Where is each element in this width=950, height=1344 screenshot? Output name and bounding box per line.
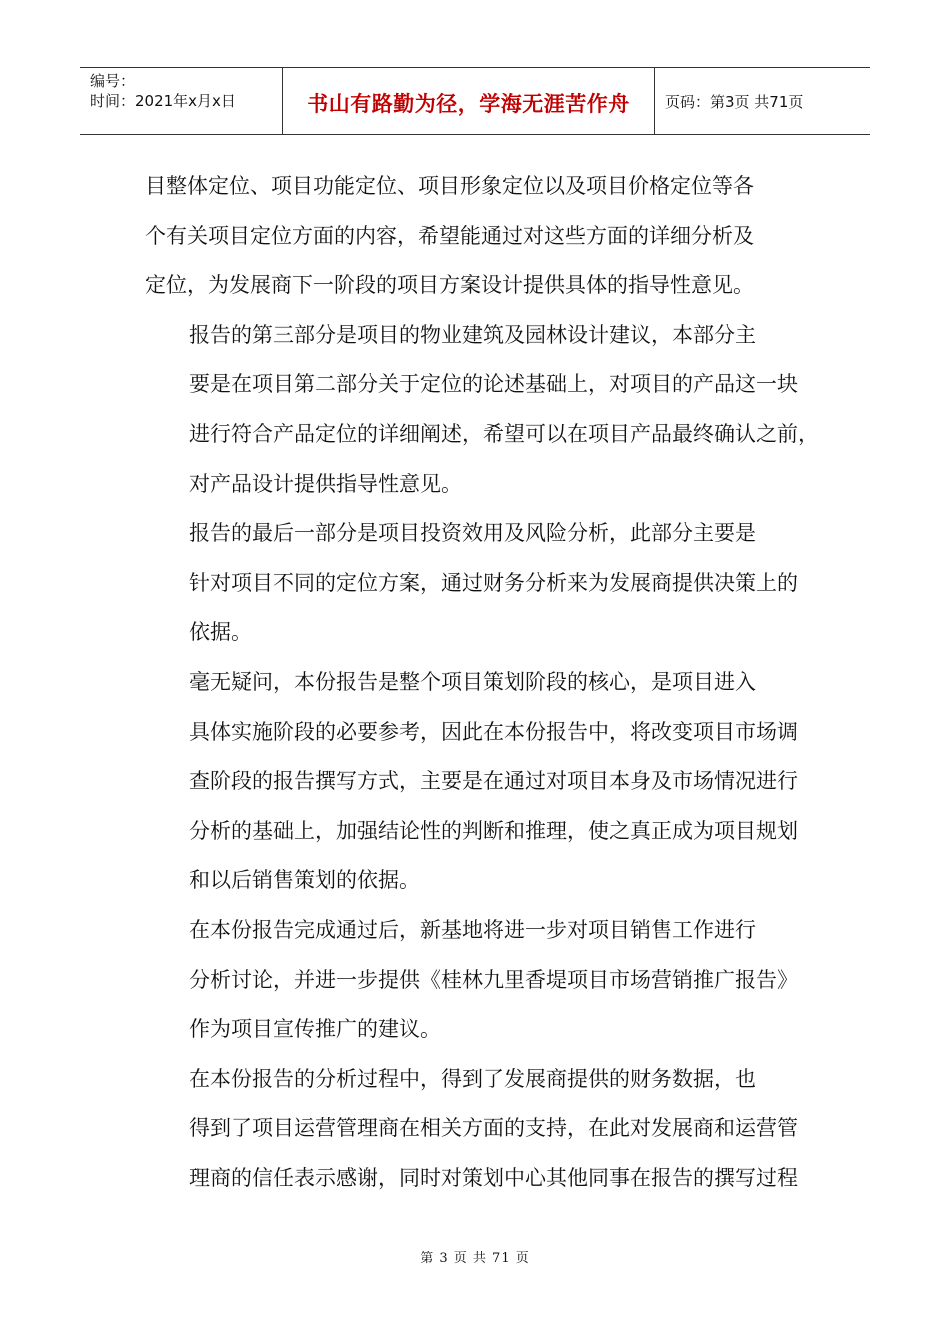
page-footer [0,1247,950,1266]
text-line: 在本份报告的分析过程中，得到了发展商提供的财务数据，也 [189,1066,756,1091]
header-meta [80,68,283,134]
text-line: 理商的信任表示感谢，同时对策划中心其他同事在报告的撰写过程 [189,1165,798,1190]
text-line: 报告的第三部分是项目的物业建筑及园林设计建议，本部分主 [189,322,756,347]
paragraph-core [145,658,809,906]
text-line: 具体实施阶段的必要参考，因此在本份报告中，将改变项目市场调 [189,719,798,744]
header-page-code-cell [655,68,870,134]
document-body [145,162,819,1203]
header-page-code: 页码：第3页 共71页 [665,92,804,111]
text-line: 依据。 [189,620,252,645]
paragraph-acknowledgement [145,1055,809,1204]
text-line: 定位，为发展商下一阶段的项目方案设计提供具体的指导性意见。 [145,273,754,298]
document-time-label: 时间：2021年x月x日 [90,92,236,110]
document-number-label: 编号： [90,72,136,90]
text-line: 毫无疑问，本份报告是整个项目策划阶段的核心，是项目进入 [189,669,756,694]
text-line: 在本份报告完成通过后，新基地将进一步对项目销售工作进行 [189,917,756,942]
paragraph-last-part [145,509,809,658]
text-line: 和以后销售策划的依据。 [189,868,420,893]
header-motto-cell [283,68,655,134]
text-line: 报告的最后一部分是项目投资效用及风险分析，此部分主要是 [189,521,756,546]
footer-page-number: 第 3 页 共 71 页 [420,1251,530,1266]
paragraph-next-steps [145,906,809,1055]
text-line: 目整体定位、项目功能定位、项目形象定位以及项目价格定位等各 [145,174,754,198]
text-line: 查阶段的报告撰写方式，主要是在通过对项目本身及市场情况进行 [189,769,798,794]
text-line: 对产品设计提供指导性意见。 [189,471,462,496]
text-line: 得到了项目运营管理商在相关方面的支持，在此对发展商和运营管 [189,1116,798,1141]
text-line: 针对项目不同的定位方案，通过财务分析来为发展商提供决策上的 [189,570,798,595]
text-line: 作为项目宣传推广的建议。 [189,1017,441,1042]
text-line: 要是在项目第二部分关于定位的论述基础上，对项目的产品这一块 [189,372,798,397]
text-line: 分析讨论，并进一步提供《桂林九里香堤项目市场营销推广报告》 [189,967,798,992]
paragraph-part-three [145,311,819,509]
page-header [80,67,870,135]
text-line: 个有关项目定位方面的内容，希望能通过对这些方面的详细分析及 [145,223,754,248]
paragraph-continued [145,162,809,311]
text-line: 进行符合产品定位的详细阐述，希望可以在项目产品最终确认之前， [189,421,819,446]
text-line: 分析的基础上，加强结论性的判断和推理，使之真正成为项目规划 [189,818,798,843]
header-motto: 书山有路勤为径，学海无涯苦作舟 [307,92,630,116]
